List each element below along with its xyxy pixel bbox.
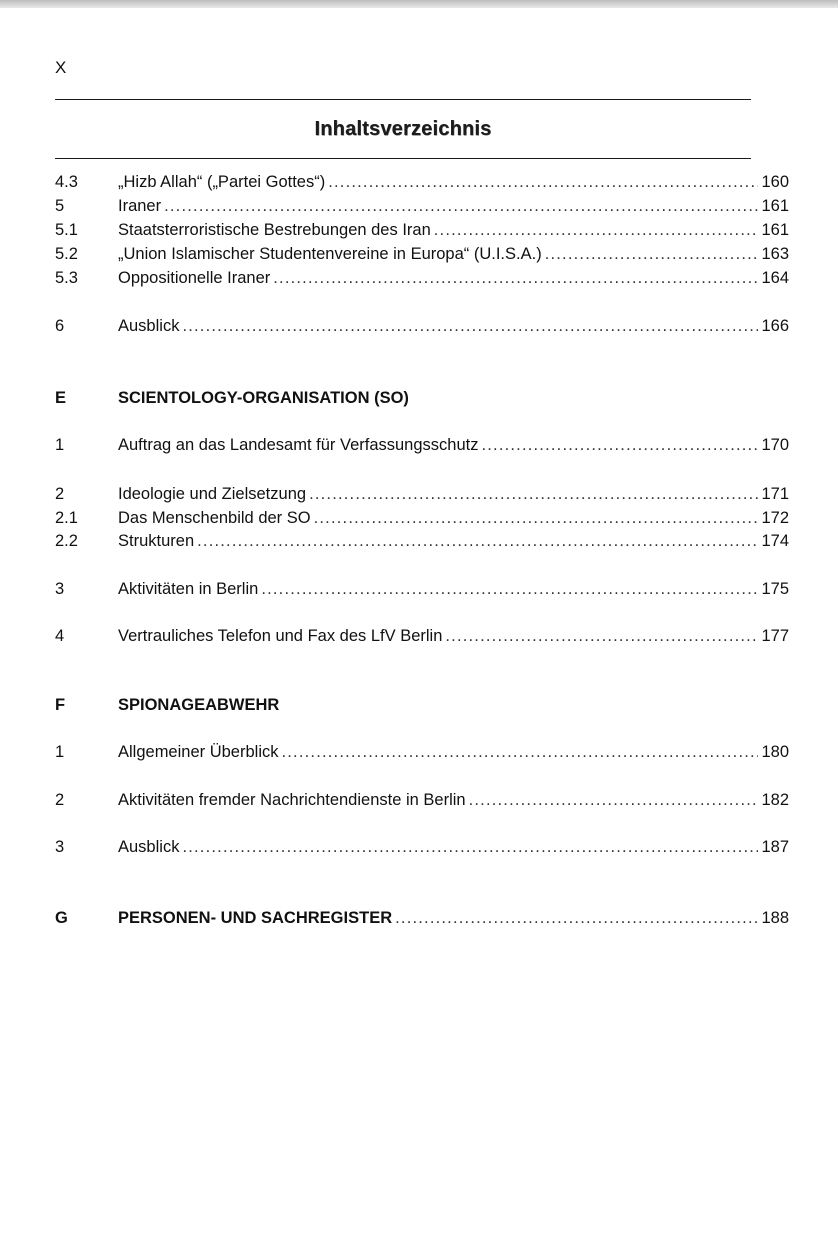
dot-leader xyxy=(182,315,758,337)
toc-entry-page: 177 xyxy=(761,627,789,645)
toc-entry-number: 5.2 xyxy=(55,245,78,263)
toc-entry-number: 2.2 xyxy=(55,532,78,550)
toc-entry-number: 5 xyxy=(55,197,65,215)
toc-entry-page: 172 xyxy=(761,509,789,527)
toc-entry-title: „Union Islamischer Studentenvereine in Europa“ (U.I.S.A.) xyxy=(118,245,542,263)
toc-entry-title: Ausblick xyxy=(118,317,180,335)
toc-entry[interactable] xyxy=(55,789,789,811)
toc-entry-number: 3 xyxy=(55,838,65,856)
toc-entry-number: 4 xyxy=(55,627,65,645)
toc-entry-title: Iraner xyxy=(118,197,162,215)
toc-entry-title: Ideologie und Zielsetzung xyxy=(118,485,307,503)
dot-leader xyxy=(445,625,758,647)
toc-entry[interactable] xyxy=(55,434,789,456)
toc-entry[interactable] xyxy=(55,625,789,647)
toc-entry-page: 180 xyxy=(761,743,789,761)
toc-entry[interactable] xyxy=(55,171,789,193)
toc-entry[interactable] xyxy=(55,836,789,858)
toc-entry-number: 2 xyxy=(55,791,65,809)
toc-entry-title: Aktivitäten in Berlin xyxy=(118,580,259,598)
toc-section-title: PERSONEN- UND SACHREGISTER xyxy=(118,909,393,927)
toc-entry-page: 160 xyxy=(761,173,789,191)
toc-section-page: 188 xyxy=(761,909,789,927)
toc-entry-title: Ausblick xyxy=(118,838,180,856)
toc-entry-page: 166 xyxy=(761,317,789,335)
toc-section-title: SCIENTOLOGY-ORGANISATION (SO) xyxy=(118,389,409,407)
toc-section-heading[interactable] xyxy=(55,694,789,716)
toc-entry-page: 174 xyxy=(761,532,789,550)
dot-leader xyxy=(164,195,758,217)
dot-leader xyxy=(309,483,758,505)
toc-entry-title: Staatsterroristische Bestrebungen des Iran xyxy=(118,221,431,239)
page-number: X xyxy=(55,58,67,77)
toc-entry-page: 170 xyxy=(761,436,789,454)
toc-entry-number: 6 xyxy=(55,317,65,335)
toc-entry-page: 163 xyxy=(761,245,789,263)
dot-leader xyxy=(182,836,758,858)
toc-entry[interactable] xyxy=(55,483,789,505)
toc-entry[interactable] xyxy=(55,530,789,552)
toc-entry-page: 175 xyxy=(761,580,789,598)
toc-entry[interactable] xyxy=(55,507,789,529)
toc-entry[interactable] xyxy=(55,578,789,600)
toc-entry-page: 182 xyxy=(761,791,789,809)
toc-entry-number: 5.1 xyxy=(55,221,78,239)
dot-leader xyxy=(261,578,758,600)
toc-entry-title: Strukturen xyxy=(118,532,195,550)
dot-leader xyxy=(395,907,758,929)
toc-entry-number: 2.1 xyxy=(55,509,78,527)
toc-entry-number: 1 xyxy=(55,436,65,454)
toc-section-heading[interactable] xyxy=(55,387,789,409)
dot-leader xyxy=(545,243,759,265)
dot-leader xyxy=(273,267,758,289)
toc-entry[interactable] xyxy=(55,315,789,337)
dot-leader xyxy=(481,434,758,456)
dot-leader xyxy=(314,507,759,529)
toc-section-heading[interactable] xyxy=(55,907,789,929)
toc-entry-page: 161 xyxy=(761,197,789,215)
dot-leader xyxy=(328,171,758,193)
toc-entry-title: Auftrag an das Landesamt für Verfassungsschutz xyxy=(118,436,479,454)
toc-entry[interactable] xyxy=(55,267,789,289)
toc-entry-number: 5.3 xyxy=(55,269,78,287)
toc-section-letter: F xyxy=(55,696,66,714)
toc-entry-page: 161 xyxy=(761,221,789,239)
toc-section-letter: G xyxy=(55,909,68,927)
toc-entry-title: Oppositionelle Iraner xyxy=(118,269,271,287)
toc-entry-page: 187 xyxy=(761,838,789,856)
toc-entry-number: 3 xyxy=(55,580,65,598)
toc-section-title: SPIONAGEABWEHR xyxy=(118,696,280,714)
toc-entry-title: Allgemeiner Überblick xyxy=(118,743,279,761)
dot-leader xyxy=(434,219,759,241)
dot-leader xyxy=(197,530,758,552)
toc-entry[interactable] xyxy=(55,195,789,217)
toc-entry-title: Vertrauliches Telefon und Fax des LfV Berlin xyxy=(118,627,443,645)
toc-entry-title: Das Menschenbild der SO xyxy=(118,509,311,527)
toc-entry-page: 164 xyxy=(761,269,789,287)
toc-entry[interactable] xyxy=(55,219,789,241)
toc-entry-number: 1 xyxy=(55,743,65,761)
dot-leader xyxy=(281,741,758,763)
toc-entry-title: Aktivitäten fremder Nachrichtendienste in Berlin xyxy=(118,791,466,809)
toc-entry-title: „Hizb Allah“ („Partei Gottes“) xyxy=(118,173,326,191)
toc-entry[interactable] xyxy=(55,243,789,265)
toc-entry-page: 171 xyxy=(761,485,789,503)
dot-leader xyxy=(469,789,759,811)
toc-heading: Inhaltsverzeichnis xyxy=(314,118,492,140)
toc-entry-number: 4.3 xyxy=(55,173,78,191)
toc-section-letter: E xyxy=(55,389,67,407)
toc-entry-number: 2 xyxy=(55,485,65,503)
toc-entry[interactable] xyxy=(55,741,789,763)
